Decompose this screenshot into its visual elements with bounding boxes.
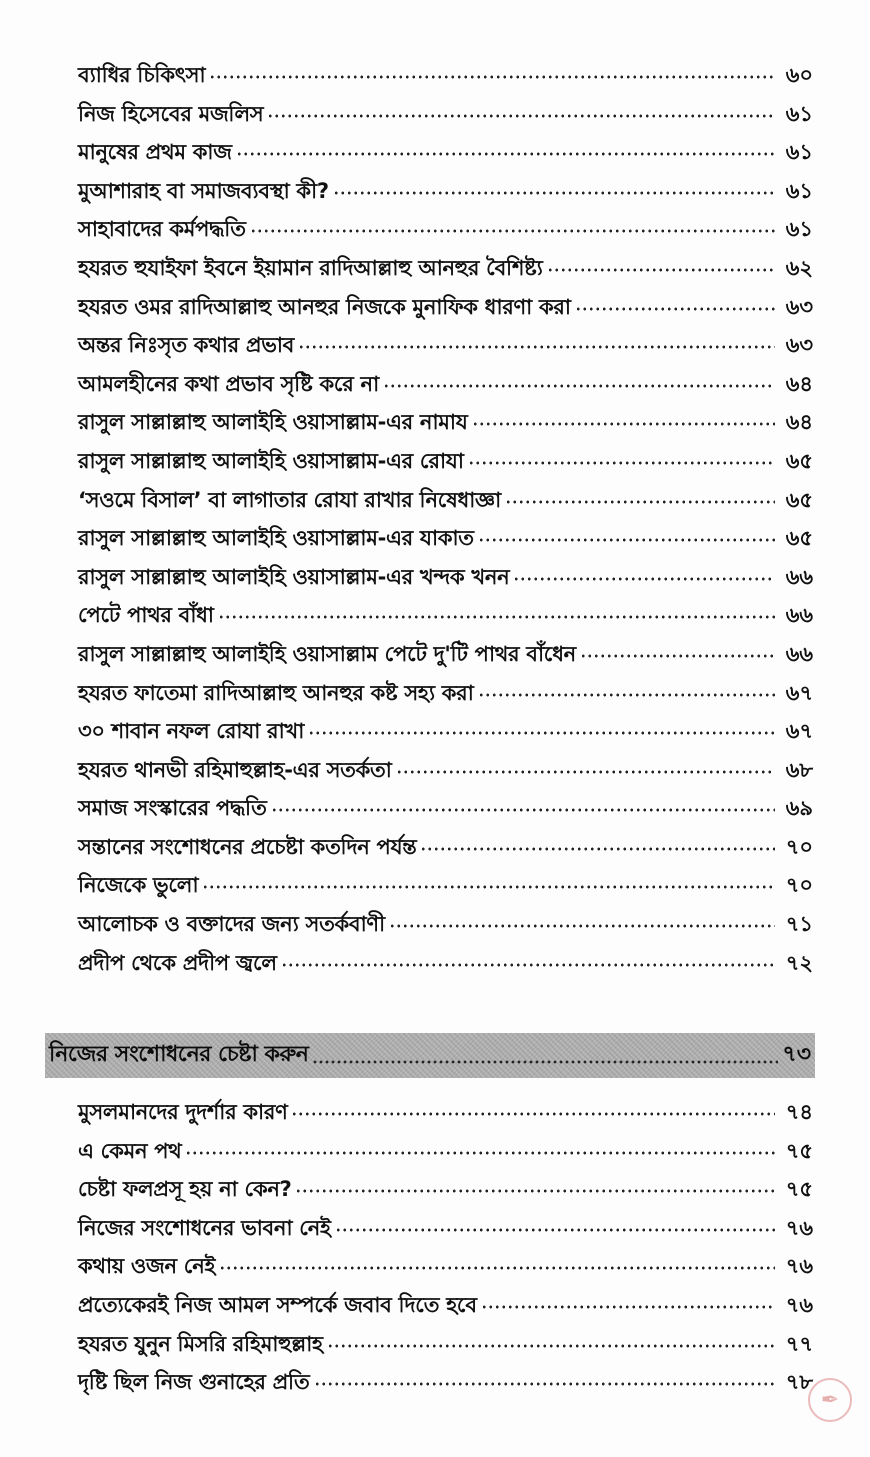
toc-entry [78,403,813,442]
toc-entry-page: ৬৬ [785,641,813,666]
dot-leader [312,1059,778,1065]
dot-leader [308,730,775,736]
toc-entry [78,905,813,944]
toc-entry [78,326,813,365]
dot-leader [335,1227,775,1233]
toc-entry-page: ৬৩ [785,294,813,319]
toc-entry [78,1170,813,1209]
dot-leader [267,113,775,119]
toc-entry-page: ৬৭ [785,719,813,744]
toc-entry-page: ৬৫ [785,487,813,512]
toc-entry-title: আমলহীনের কথা প্রভাব সৃষ্টি করে না [78,371,379,396]
quill-glyph: ✒ [820,1387,840,1413]
toc-entry-page: ৬৮ [785,757,813,782]
toc-entry [78,712,813,751]
toc-entry-title: রাসুল সাল্লাল্লাহু আলাইহি ওয়াসাল্লাম-এর খন্দক খনন [78,564,510,589]
toc-entry-page: ৭৮ [785,1370,813,1395]
dot-leader [236,151,775,157]
toc-entry-title: মুসলমানদের দুদর্শার কারণ [78,1100,288,1124]
toc-entry-title: এ কেমন পথ [78,1138,182,1163]
toc-entry-title: রাসুল সাল্লাল্লাহু আলাইহি ওয়াসাল্লাম পেটে দু'টি পাথর বাঁধেন [78,641,576,666]
dot-leader [281,962,775,968]
toc-entry [78,751,813,790]
toc-entry-title: সাহাবাদের কর্মপদ্ধতি [78,217,246,242]
toc-entry [78,866,813,905]
toc-entry [78,95,813,134]
dot-leader [468,460,775,466]
toc-entry-title: অন্তর নিঃসৃত কথার প্রভাব [78,333,295,358]
dot-leader [327,1343,775,1349]
toc-entry-title: পেটে পাথর বাঁধা [78,603,214,628]
toc-entry-page: ৬৬ [785,603,813,628]
dot-leader [298,344,775,350]
toc-entry-page: ৭৭ [785,1331,813,1356]
toc-entry-title: আলোচক ও বক্তাদের জন্য সতর্কবাণী [78,912,385,937]
toc-entry-title: কথায় ওজন নেই [78,1254,216,1279]
toc-entry [78,288,813,327]
toc-entry-title: ৩০ শাবান নফল রোযা রাখা [78,719,304,744]
toc-entry-title: ব্যাধির চিকিৎসা [78,63,206,87]
quill-logo-icon [808,1378,852,1422]
toc-entry [78,1132,813,1171]
toc-entry [78,828,813,867]
toc-entry [78,789,813,828]
chapter-heading [45,1033,815,1078]
toc-entry-title: হযরত ওমর রাদিআল্লাহু আনহুর নিজকে মুনাফিক ধারণা করা [78,294,571,319]
toc-entry-page: ৬৭ [785,680,813,705]
toc-entry-title: মানুষের প্রথম কাজ [78,140,232,165]
toc-entry [78,519,813,558]
toc-entry-title: প্রদীপ থেকে প্রদীপ জ্বলে [78,950,277,975]
toc-entry-page: ৭২ [785,950,813,975]
toc-entry [78,635,813,674]
dot-leader [291,1111,775,1117]
toc-entry-page: ৭০ [785,834,813,859]
toc-entry-page: ৬১ [785,178,813,203]
toc-entry-page: ৬৫ [785,526,813,551]
toc-entry-title: রাসুল সাল্লাল্লাহু আলাইহি ওয়াসাল্লাম-এর রোযা [78,448,464,473]
chapter-heading-title: নিজের সংশোধনের চেষ্টা করুন [49,1042,309,1067]
dot-leader [219,1265,775,1271]
dot-leader [472,421,775,427]
toc-entry [78,172,813,211]
toc-entry-page: ৬১ [785,140,813,165]
table-of-contents-part-1 [78,56,813,982]
dot-leader [314,1381,776,1387]
toc-entry-page: ৭০ [785,873,813,898]
toc-entry-title: প্রত্যেকেরই নিজ আমল সম্পর্কে জবাব দিতে হবে [78,1292,477,1317]
toc-entry-page: ৭৬ [785,1292,813,1317]
toc-entry-page: ৬৯ [785,796,813,821]
toc-entry-title: মুআশারাহ বা সমাজব্যবস্থা কী? [78,178,329,203]
toc-entry-page: ৬৬ [785,564,813,589]
dot-leader [478,537,775,543]
dot-leader [250,228,775,234]
toc-entry-title: হযরত হুযাইফা ইবনে ইয়ামান রাদিআল্লাহু আনহুর বৈশিষ্ট্য [78,255,543,280]
dot-leader [209,74,775,80]
dot-leader [185,1150,775,1156]
toc-entry-title: রাসুল সাল্লাল্লাহু আলাইহি ওয়াসাল্লাম-এর নামায [78,410,468,435]
toc-entry-page: ৭৫ [785,1177,813,1202]
toc-entry [78,1093,813,1132]
toc-entry-title: নিজ হিসেবের মজলিস [78,101,264,126]
toc-entry-page: ৭৬ [785,1254,813,1279]
toc-entry [78,596,813,635]
toc-entry [78,442,813,481]
toc-entry [78,1286,813,1325]
chapter-heading-page: ৭৩ [782,1042,811,1067]
toc-entry [78,56,813,95]
dot-leader [389,923,775,929]
toc-entry [78,133,813,172]
toc-entry [78,558,813,597]
toc-entry-page: ৬৫ [785,448,813,473]
toc-entry-title: নিজের সংশোধনের ভাবনা নেই [78,1215,331,1240]
toc-entry-page: ৬২ [785,255,813,280]
dot-leader [547,267,775,273]
toc-entry-page: ৬৪ [785,371,813,396]
toc-entry-title: সমাজ সংস্কারের পদ্ধতি [78,796,267,821]
toc-entry [78,1209,813,1248]
toc-entry-page: ৬১ [785,217,813,242]
toc-entry [78,1325,813,1364]
dot-leader [481,1304,775,1310]
toc-entry-title: হযরত যুনুন মিসরি রহিমাহুল্লাহ [78,1331,323,1356]
dot-leader [513,576,775,582]
toc-entry-title: রাসুল সাল্লাল্লাহু আলাইহি ওয়াসাল্লাম-এর যাকাত [78,526,474,551]
dot-leader [271,807,775,813]
toc-entry [78,1363,813,1402]
dot-leader [580,653,775,659]
toc-entry-title: ‘সওমে বিসাল’ বা লাগাতার রোযা রাখার নিষেধাজ্ঞা [78,487,501,512]
dot-leader [575,306,775,312]
dot-leader [383,383,775,389]
toc-entry-title: হযরত থানভী রহিমাহুল্লাহ-এর সতর্কতা [78,757,392,782]
toc-entry [78,1247,813,1286]
toc-entry-title: হযরত ফাতেমা রাদিআল্লাহু আনহুর কষ্ট সহ্য করা [78,680,474,705]
toc-entry [78,674,813,713]
dot-leader [505,499,775,505]
table-of-contents-part-2 [78,1093,813,1402]
toc-entry-page: ৭১ [785,912,813,937]
dot-leader [333,190,775,196]
toc-entry-page: ৭৪ [785,1100,813,1124]
dot-leader [218,614,775,620]
toc-entry-page: ৬০ [785,63,813,87]
toc-entry [78,365,813,404]
toc-entry-page: ৬১ [785,101,813,126]
toc-entry [78,249,813,288]
toc-entry [78,481,813,520]
toc-entry-title: নিজেকে ভুলো [78,873,199,898]
dot-leader [478,692,776,698]
dot-leader [396,769,775,775]
toc-entry [78,944,813,983]
toc-entry-page: ৭৬ [785,1215,813,1240]
toc-entry-title: সন্তানের সংশোধনের প্রচেষ্টা কতদিন পর্যন্ত [78,834,417,859]
toc-entry-page: ৬৪ [785,410,813,435]
dot-leader [420,846,775,852]
dot-leader [295,1188,775,1194]
toc-entry-page: ৬৩ [785,333,813,358]
toc-entry-title: চেষ্টা ফলপ্রসূ হয় না কেন? [78,1177,292,1202]
toc-entry-title: দৃষ্টি ছিল নিজ গুনাহের প্রতি [78,1370,310,1395]
dot-leader [202,884,775,890]
toc-entry [78,210,813,249]
toc-entry-page: ৭৫ [785,1138,813,1163]
